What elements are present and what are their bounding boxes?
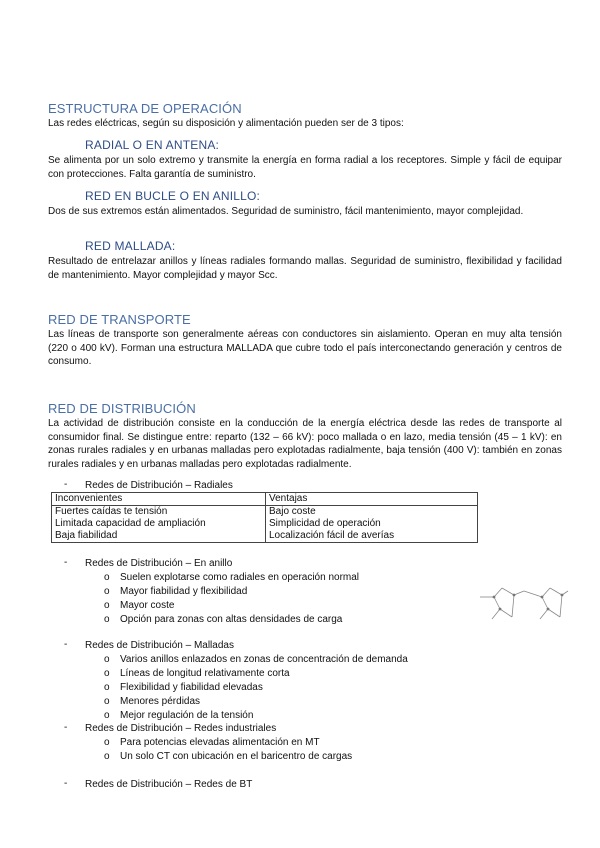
list-item — [104, 695, 201, 708]
industriales-label: Redes de Distribución – Redes industriales — [85, 723, 277, 734]
list-item-text: Varios anillos enlazados en zonas de concentración de demanda — [120, 654, 408, 665]
table-row — [52, 506, 478, 519]
bullet-marker: o — [104, 600, 110, 611]
diagram-line — [494, 588, 502, 597]
diagram-line — [542, 588, 550, 597]
list-item-text: Para potencias elevadas alimentación en MT — [120, 737, 320, 748]
dash-marker: - — [64, 479, 68, 490]
diagram-line — [502, 588, 514, 595]
list-item — [104, 585, 248, 598]
estructura-intro: Las redes eléctricas, según su disposición y alimentación pueden ser de 3 tipos: — [48, 118, 404, 129]
list-item — [104, 681, 263, 694]
table-header-row — [52, 493, 478, 506]
diagram-node — [547, 608, 550, 611]
mallada-text: Resultado de entrelazar anillos y líneas radiales formando mallas. Seguridad de suministro, flexibilidad y facilidad de mantenimiento. Mayor complejidad y mayor Scc. — [48, 256, 562, 281]
bullet-marker: o — [104, 614, 110, 625]
section-title-estructura: ESTRUCTURA DE OPERACIÓN — [48, 101, 242, 116]
list-item — [104, 613, 343, 626]
section-title-transporte: RED DE TRANSPORTE — [48, 312, 191, 327]
list-item-text: Suelen explotarse como radiales en operación normal — [120, 572, 360, 583]
bullet-marker: o — [104, 696, 110, 707]
list-item-text: Flexibilidad y fiabilidad elevadas — [120, 682, 263, 693]
radiales-label: Redes de Distribución – Radiales — [85, 480, 233, 491]
list-item-text: Menores pérdidas — [120, 696, 201, 707]
diagram-line — [512, 595, 514, 617]
list-item — [104, 571, 360, 584]
ring-network-diagram — [478, 585, 570, 625]
diagram-line — [550, 588, 562, 595]
diagram-line — [542, 597, 548, 609]
diagram-line — [500, 609, 512, 617]
dash-marker: - — [64, 639, 68, 650]
table-cell: Baja fiabilidad — [52, 530, 266, 543]
diagram-line — [560, 595, 562, 617]
bullet-marker: o — [104, 668, 110, 679]
dash-marker: - — [64, 778, 68, 789]
table-cell: Limitada capacidad de ampliación — [52, 518, 266, 530]
radiales-table — [51, 492, 478, 543]
list-item — [104, 667, 290, 680]
table-header-inconvenientes: Inconvenientes — [52, 493, 266, 506]
diagram-line — [492, 609, 500, 619]
dash-marker: - — [64, 722, 68, 733]
diagram-line — [514, 591, 524, 595]
bt-label: Redes de Distribución – Redes de BT — [85, 779, 253, 790]
list-item — [104, 750, 353, 763]
list-item-text: Mayor coste — [120, 600, 175, 611]
bullet-marker: o — [104, 682, 110, 693]
table-cell: Fuertes caídas te tensión — [52, 506, 266, 519]
diagram-line — [494, 597, 500, 609]
diagram-node — [499, 608, 502, 611]
list-item — [104, 709, 254, 722]
radial-text: Se alimenta por un solo extremo y transmite la energía en forma radial a los receptores. Simple y fácil de equipar con protecciones. Falta garantía de suministro. — [48, 155, 562, 180]
anillo-text: Dos de sus extremos están alimentados. Seguridad de suministro, fácil mantenimiento, mayor complejidad. — [48, 206, 524, 217]
list-item-text: Líneas de longitud relativamente corta — [120, 668, 290, 679]
bullet-marker: o — [104, 586, 110, 597]
malladas-label: Redes de Distribución – Malladas — [85, 640, 234, 651]
diagram-node — [541, 596, 544, 599]
diagram-line — [540, 609, 548, 619]
subtitle-radial: RADIAL O EN ANTENA: — [85, 138, 220, 152]
list-item-text: Un solo CT con ubicación en el baricentro de cargas — [120, 751, 353, 762]
distribucion-text: La actividad de distribución consiste en la conducción de la energía eléctrica desde las redes de transporte al consumidor final. Se distingue entre: reparto (132 – 66 kV): poco mallada o en lazo, media tensión (45 – 1 kV): en zonas rurales radiales y en urbanas malladas pero explotadas radialmente, baja tensión (400 V): también en zonas rurales radiales y en urbanas malladas pero explotadas radialmente. — [48, 418, 562, 470]
subtitle-mallada: RED MALLADA: — [85, 239, 176, 253]
anillo-label: Redes de Distribución – En anillo — [85, 558, 233, 569]
list-item — [104, 599, 175, 612]
section-title-distribucion: RED DE DISTRIBUCIÓN — [48, 401, 196, 416]
list-item-text: Opción para zonas con altas densidades de carga — [120, 614, 343, 625]
diagram-node — [513, 594, 516, 597]
dash-marker: - — [64, 557, 68, 568]
bullet-marker: o — [104, 572, 110, 583]
bullet-marker: o — [104, 654, 110, 665]
list-item-text: Mayor fiabilidad y flexibilidad — [120, 586, 248, 597]
transporte-text: Las líneas de transporte son generalmente aéreas con conductores sin aislamiento. Operan en muy alta tensión (220 o 400 kV). Forman una estructura MALLADA que cubre todo el país interconectando generación y centros de consumo. — [48, 329, 562, 367]
subtitle-anillo: RED EN BUCLE O EN ANILLO: — [85, 189, 261, 203]
table-header-ventajas: Ventajas — [266, 493, 478, 506]
bullet-marker: o — [104, 751, 110, 762]
bullet-marker: o — [104, 710, 110, 721]
list-item — [104, 653, 408, 666]
bullet-marker: o — [104, 737, 110, 748]
table-row — [52, 518, 478, 530]
table-cell: Simplicidad de operación — [266, 518, 478, 530]
list-item-text: Mejor regulación de la tensión — [120, 710, 254, 721]
list-item — [104, 736, 320, 749]
table-row — [52, 530, 478, 543]
diagram-node — [561, 594, 564, 597]
table-cell: Bajo coste — [266, 506, 478, 519]
diagram-line — [548, 609, 560, 617]
table-cell: Localización fácil de averías — [266, 530, 478, 543]
diagram-line — [524, 591, 542, 597]
diagram-node — [493, 596, 496, 599]
